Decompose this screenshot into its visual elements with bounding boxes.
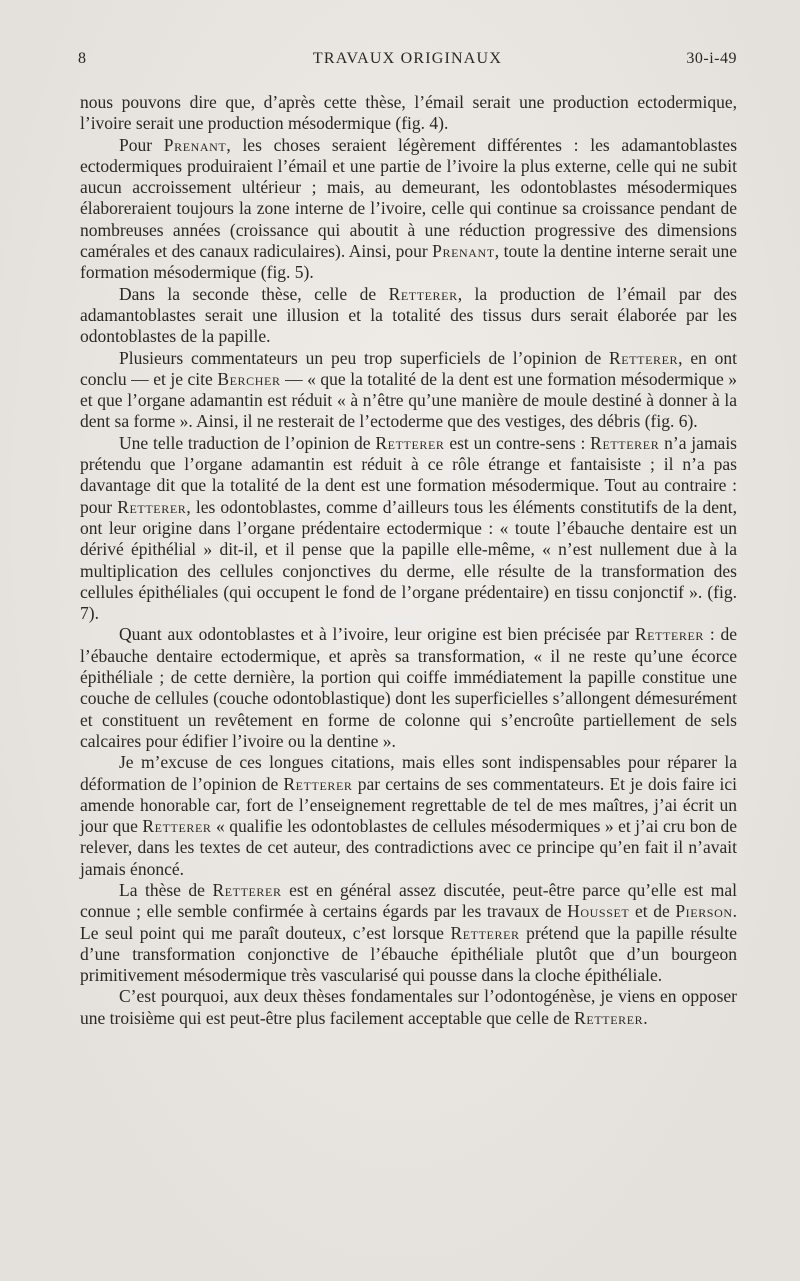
text-run: . Le seul point qui me paraît douteux, c’est lorsque xyxy=(80,901,737,943)
author-name: Retterer xyxy=(574,1007,644,1028)
body-text xyxy=(80,92,737,1029)
author-name: Retterer xyxy=(609,347,679,368)
text-run: La thèse de xyxy=(119,879,213,900)
text-run: par certains de ses commentateurs. Et je dois faire ici amende honorable car, fort de l’enseignement regrettable de tel de mes maîtres, j’ai écrit un jour que xyxy=(80,773,738,837)
paragraph xyxy=(80,752,737,880)
text-run: Je m’excuse de ces longues citations, mais elles sont indispensables pour réparer la déformation de l’opinion de xyxy=(80,752,737,794)
paragraph xyxy=(80,92,737,135)
text-run: Pour xyxy=(119,134,164,155)
text-run: Dans la seconde thèse, celle de xyxy=(119,283,389,304)
text-run: , la production de l’émail par des adamantoblastes serait une illusion et la totalité des tissus durs serait élaborée par les odontoblastes de la papille. xyxy=(80,283,737,347)
text-run: Plusieurs commentateurs un peu trop superficiels de l’opinion de xyxy=(119,347,610,368)
text-run: : de l’ébauche dentaire ectodermique, et après sa transformation, « il ne reste qu’une écorce épithéliale ; de cette dernière, la portion qui coiffe immédiatement la papille constitue une couche de cellules (couche odontoblastique) dont les superficielles s’allongent démesurément et constituent un revêtement en forme de colonne qui s’encroûte partiellement de sels calcaires pour édifier l’ivoire ou la dentine ». xyxy=(80,624,737,751)
paragraph xyxy=(80,135,737,284)
text-run: , les choses seraient légèrement différentes : les adamantoblastes ectodermiques produiraient l’émail et une partie de l’ivoire la plus externe, celle qui ne subit aucun accroissement ultérieur ; mais, au demeurant, les odontoblastes mésodermiques élaboreraient toujours la zone interne de l’ivoire, celle qui continue sa croissance pendant de nombreuses années (croissance qui aboutit à une réduction progressive des dimensions camérales et des canaux radiculaires). Ainsi, pour xyxy=(80,134,738,262)
author-name: Retterer xyxy=(634,624,705,645)
text-run: et de xyxy=(629,901,676,922)
text-run: est un contre-sens : xyxy=(444,432,591,453)
running-title: TRAVAUX ORIGINAUX xyxy=(312,50,503,67)
paragraph xyxy=(80,348,737,433)
text-run: prétend que la papille résulte d’une transformation conjonctive de l’ébauche épithéliale plutôt que d’un bourgeon primitivement mésodermique très vascularisé qui pousse dans la cloche épithéliale. xyxy=(80,922,737,986)
paragraph xyxy=(80,624,737,752)
text-run: Une telle traduction de l’opinion de xyxy=(119,432,376,453)
text-run: n’a jamais prétendu que l’organe adamantin est réduit à ce rôle étrange et fantaisiste ; il n’a pas davantage dit que la totalité de la dent est une formation mésodermique. Tout au contraire : pour xyxy=(80,432,737,517)
author-name: Retterer xyxy=(450,922,520,943)
text-run: C’est pourquoi, aux deux thèses fondamentales sur l’odontogénèse, je viens en opposer une troisième qui est peut-être plus facilement acceptable que celle de xyxy=(80,986,737,1028)
header-date: 30-i-49 xyxy=(686,50,737,67)
text-run: , les odontoblastes, comme d’ailleurs tous les éléments constitutifs de la dent, ont leur origine dans l’organe prédentaire ectodermique : « toute l’ébauche dentaire est un dérivé épithélial » dit-il, et il pense que la papille elle-même, « n’est nullement due à la multiplication des cellules conjonctives du derme, elle résulte de la transformation des cellules épithéliales (qui occupent le fond de l’organe prédentaire) en tissu conjonctif ». (fig. 7). xyxy=(80,496,738,624)
text-run: est en général assez discutée, peut-être parce qu’elle est mal connue ; elle semble confirmée à certains égards par les travaux de xyxy=(80,879,737,922)
text-run: , en ont conclu — et je cite xyxy=(80,347,737,389)
author-name: Retterer xyxy=(375,432,445,453)
text-run: — « que la totalité de la dent est une formation mésodermique » et que l’organe adamantin est réduit « à n’être qu’une manière de moule destiné à donner à la dent sa forme ». Ainsi, il ne resterait de l’ectoderme que des vestiges, des débris (fig. 6). xyxy=(80,368,738,432)
paragraph xyxy=(80,433,737,625)
author-name: Housset xyxy=(567,901,630,922)
page-number: 8 xyxy=(78,50,87,67)
text-run: , toute la dentine interne serait une formation mésodermique (fig. 5). xyxy=(80,241,737,283)
author-name: Retterer xyxy=(117,496,187,517)
text-run: « qualifie les odontoblastes de cellules mésodermiques » et j’ai cru bon de relever, dans les textes de cet auteur, des contradictions avec ce principe qu’en fait il n’avait jamais énoncé. xyxy=(80,816,737,879)
author-name: Bercher xyxy=(217,368,281,389)
author-name: Retterer xyxy=(283,773,353,794)
paragraph xyxy=(80,986,737,1029)
author-name: Pierson xyxy=(675,901,733,922)
text-run: Quant aux odontoblastes et à l’ivoire, leur origine est bien précisée par xyxy=(119,624,635,645)
page-header xyxy=(78,50,737,72)
author-name: Prenant xyxy=(432,241,495,262)
paragraph xyxy=(80,284,737,348)
author-name: Retterer xyxy=(388,283,458,304)
text-run: nous pouvons dire que, d’après cette thèse, l’émail serait une production ectodermique, l’ivoire serait une production mésodermique (fig. 4). xyxy=(80,92,737,134)
author-name: Retterer xyxy=(590,432,660,453)
paragraph xyxy=(80,880,737,986)
author-name: Retterer xyxy=(142,816,212,837)
author-name: Prenant xyxy=(163,134,227,155)
text-run: . xyxy=(643,1007,648,1028)
author-name: Retterer xyxy=(212,879,282,900)
